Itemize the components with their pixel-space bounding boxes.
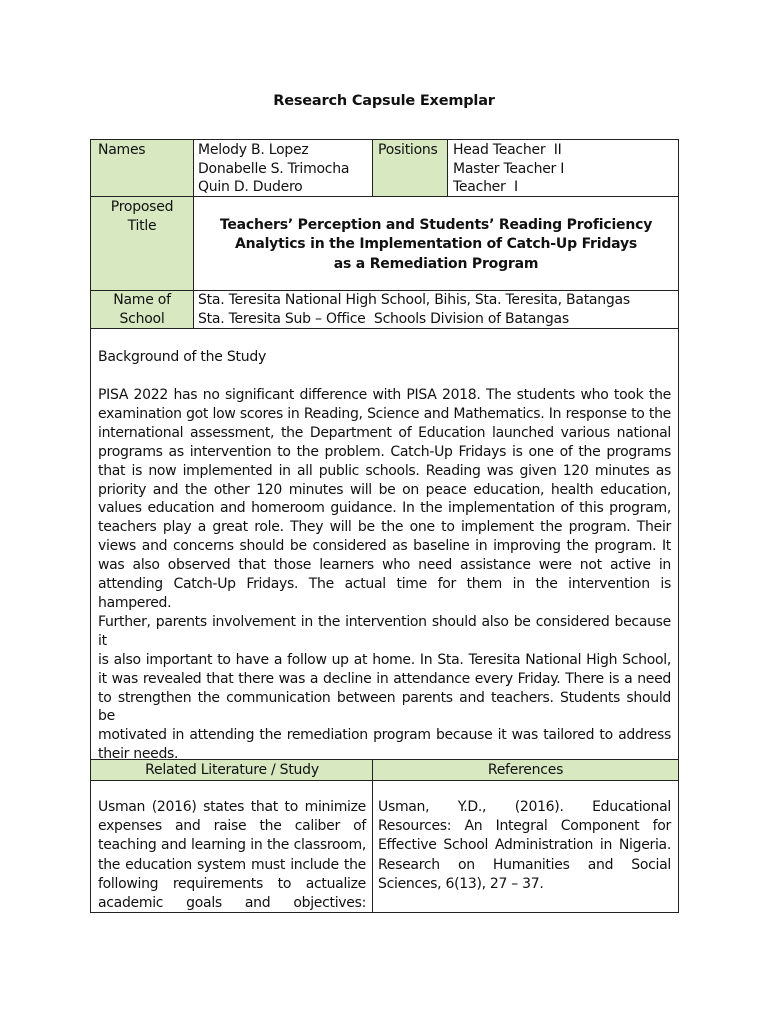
- name-entry: Quin D. Dudero: [198, 179, 303, 196]
- proposed-title: [194, 216, 678, 274]
- reference-line: Effective School Administration in Nigeria.: [378, 837, 671, 854]
- label-line: School: [119, 310, 165, 327]
- background-heading: Background of the Study: [98, 349, 267, 365]
- positions-label: Positions: [378, 142, 438, 158]
- literature-line: following requirements to actualize: [98, 875, 366, 892]
- label-line: Title: [127, 217, 157, 234]
- paragraph-line: that is now implemented in all public schools. Reading was given 120 minutes as: [98, 462, 671, 479]
- background-paragraph: [98, 386, 671, 764]
- literature-line: academic goals and objectives:: [98, 895, 366, 912]
- reference-line: Usman, Y.D., (2016). Educational: [378, 799, 671, 815]
- table-border-right: [678, 139, 679, 913]
- proposed-title-label: [91, 198, 193, 235]
- paragraph-line: to strengthen the communication between parents and teachers. Students should be: [98, 689, 671, 725]
- paragraph-line: examination got low scores in Reading, Science and Mathematics. In response to the: [98, 405, 671, 422]
- position-entry: Master Teacher I: [453, 160, 565, 177]
- column-divider: [372, 139, 373, 197]
- label-line: Proposed: [110, 199, 174, 215]
- name-entry: Donabelle S. Trimocha: [198, 160, 350, 177]
- paragraph-line: Further, parents involvement in the intervention should also be considered because it: [98, 613, 671, 649]
- paragraph-line: priority and the other 120 minutes will be on peace education, health education,: [98, 481, 671, 498]
- literature-text: [98, 798, 366, 913]
- paragraph-line: attending Catch-Up Fridays. The actual time for them in the intervention is hampered.: [98, 576, 671, 611]
- paragraph-line: values education and homeroom guidance. In the implementation of this program,: [98, 500, 671, 517]
- paragraph-line: is also important to have a follow up at home. In Sta. Teresita National High School,: [98, 651, 671, 668]
- label-line: Name of: [113, 292, 171, 308]
- document-title: Research Capsule Exemplar: [273, 93, 495, 109]
- references-text: [378, 798, 671, 894]
- paragraph-line: programs as intervention to the problem. Catch-Up Fridays is one of the programs: [98, 443, 671, 460]
- paragraph-line: teachers play a great role. They will be the one to implement the program. Their: [98, 519, 671, 536]
- literature-header: Related Literature / Study: [145, 762, 319, 778]
- reference-line: Resources: An Integral Component for: [378, 818, 671, 835]
- title-line: Analytics in the Implementation of Catch-Up Fridays: [234, 236, 638, 253]
- position-entry: Head Teacher II: [453, 142, 562, 158]
- name-entry: Melody B. Lopez: [198, 142, 309, 158]
- title-line: as a Remediation Program: [333, 255, 539, 272]
- literature-line: teaching and learning in the classroom,: [98, 837, 366, 854]
- school-value: [198, 291, 676, 328]
- paragraph-line: international assessment, the Department of Education launched various national: [98, 424, 671, 441]
- paragraph-line: views and concerns should be considered as baseline in improving the program. It: [98, 538, 671, 555]
- column-divider: [447, 139, 448, 197]
- paragraph-line: PISA 2022 has no significant difference with PISA 2018. The students who took the: [98, 387, 671, 403]
- reference-line: Research on Humanities and Social: [378, 856, 671, 873]
- school-label: [91, 291, 193, 328]
- references-header: References: [487, 762, 564, 778]
- paragraph-line: motivated in attending the remediation program because it was tailored to address: [98, 727, 671, 744]
- paragraph-line: it was revealed that there was a decline in attendance every Friday. There is a need: [98, 670, 671, 687]
- school-line: Sta. Teresita National High School, Bihis, Sta. Teresita, Batangas: [198, 292, 630, 308]
- paragraph-line: was also observed that those learners who need assistance were not active in: [98, 557, 671, 574]
- school-line: Sta. Teresita Sub – Office Schools Division of Batangas: [198, 310, 569, 327]
- literature-line: Usman (2016) states that to minimize: [98, 799, 366, 815]
- column-divider: [372, 759, 373, 913]
- positions-list: [453, 141, 673, 197]
- paragraph-line: their needs.: [98, 746, 179, 763]
- literature-line: the education system must include the: [98, 856, 366, 873]
- names-label: Names: [98, 142, 146, 158]
- names-list: [198, 141, 370, 197]
- position-entry: Teacher I: [453, 179, 518, 196]
- literature-line: expenses and raise the caliber of: [98, 818, 366, 835]
- title-line: Teachers’ Perception and Students’ Reading Proficiency: [219, 217, 653, 233]
- table-border-left: [90, 139, 91, 913]
- table-border-top: [90, 139, 679, 140]
- row-divider: [90, 780, 679, 781]
- reference-line: Sciences, 6(13), 27 – 37.: [378, 875, 544, 892]
